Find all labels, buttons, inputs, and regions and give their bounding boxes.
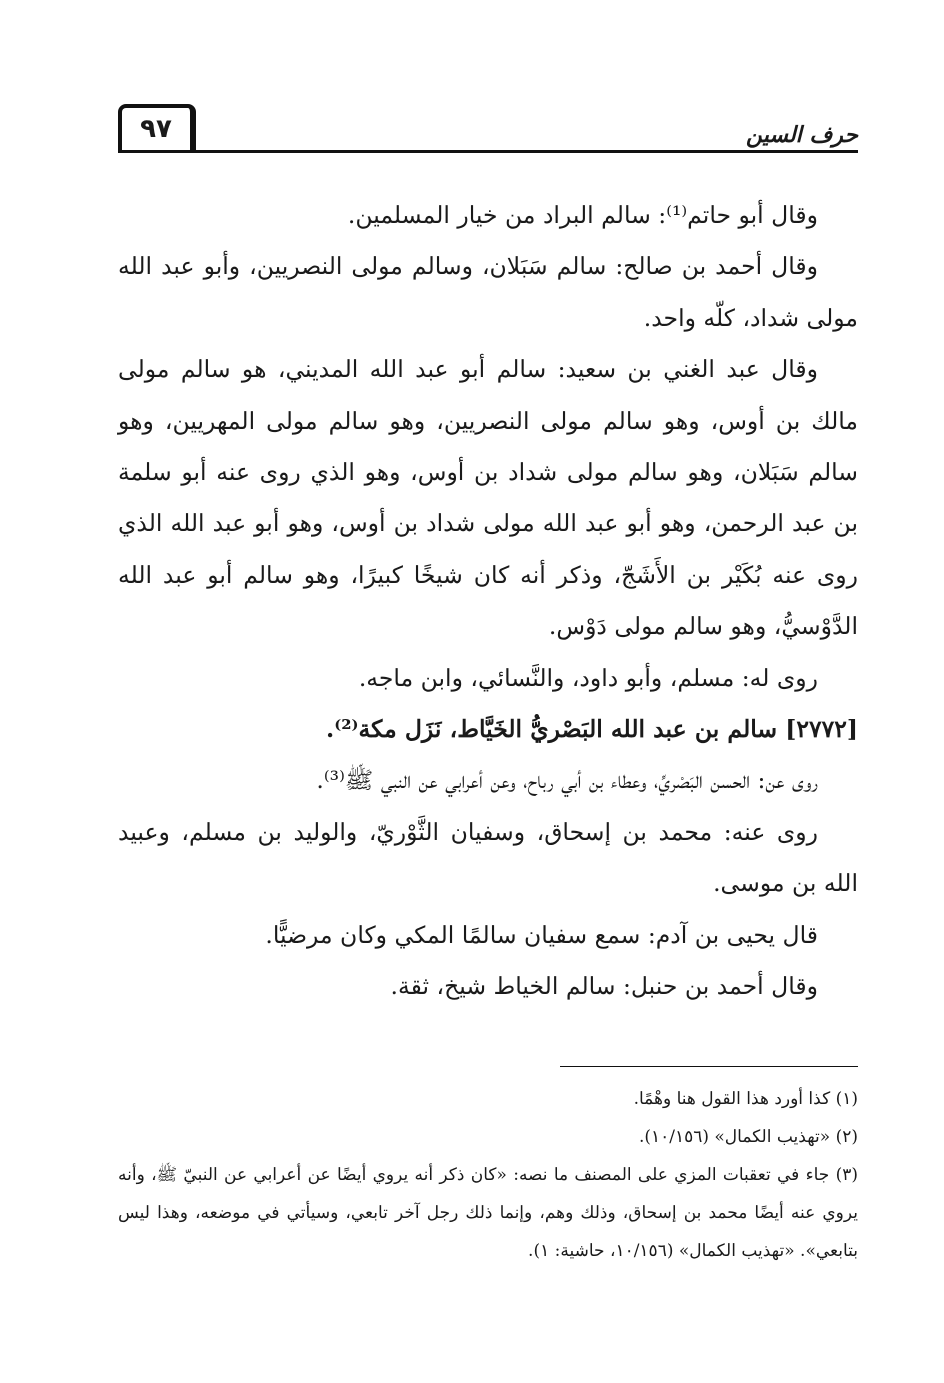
footnote-separator: [560, 1066, 858, 1067]
page-header: [118, 100, 858, 160]
main-text: [118, 190, 858, 1013]
paragraph-abu-hatim: وقال أبو حاتم⁽¹⁾: سالم البراد من خيار المسلمين.: [347, 201, 818, 229]
footnote-1: (١) كذا أورد هذا القول هنا وهْمًا.: [633, 1089, 858, 1109]
paragraph-narrators: روى عنه: محمد بن إسحاق، وسفيان الثَّوْريّ، والوليد بن مسلم، وعبيد الله بن موسى.: [118, 817, 858, 898]
paragraph-narrated-by: روى له: مسلم، وأبو داود، والنَّسائي، وابن ماجه.: [358, 663, 818, 692]
footnote-2: (٢) «تهذيب الكمال» (١٠/١٥٦).: [638, 1127, 858, 1147]
header-rule: [118, 150, 858, 153]
paragraph-narrated-from: روى عن: الحسن البَصْريِّ، وعطاء بن أبي رباح، وعن أعرابي عن النبي ﷺ⁽³⁾.: [316, 766, 818, 795]
paragraph-ahmad-bin-hanbal: وقال أحمد بن حنبل: سالم الخياط شيخ، ثقة.: [390, 972, 818, 1001]
entry-heading: [٢٧٧٢] سالم بن عبد الله البَصْريُّ الخَيَّاط، نَزَل مكة⁽²⁾.: [326, 715, 858, 744]
paragraph-yahya: قال يحيى بن آدم: سمع سفيان سالمًا المكي وكان مرضيًّا.: [265, 920, 818, 949]
page-number: ٩٧: [118, 104, 196, 150]
footnotes: [118, 1080, 858, 1270]
footnote-3: (٣) جاء في تعقبات المزي على المصنف ما نصه: «كان ذكر أنه يروي أيضًا عن أعرابي عن النبيّ ﷺ، وأنه يروي عنه أيضًا محمد بن إسحاق، وذلك وهم، وإنما ذلك رجل آخر تابعي، وسيأتي في موضعه، وهذا ليس بتابعي». «تهذيب الكمال» (١٠/١٥٦، حاشية: ١).: [118, 1165, 858, 1261]
paragraph-abd-al-ghani: وقال عبد الغني بن سعيد: سالم أبو عبد الله المديني، هو سالم مولى مالك بن أوس، وهو سالم مولى النصريين، وهو سالم مولى المهريين، وهو سالم سَبَلان، وهو سالم مولى شداد بن أوس، وهو الذي روى عنه أبو سلمة بن عبد الرحمن، وهو أبو عبد الله مولى شداد بن أوس، وهو أبو عبد الله الذي روى عنه بُكَيْر بن الأَشَجّ، وذكر أنه كان شيخًا كبيرًا، وهو سالم أبو عبد الله الدَّوْسيُّ، وهو سالم مولى دَوْس.: [118, 355, 858, 641]
chapter-title: حرف السين: [745, 122, 858, 148]
paragraph-ahmad-bin-salih: وقال أحمد بن صالح: سالم سَبَلان، وسالم مولى النصريين، وأبو عبد الله مولى شداد، كلّه واحد.: [118, 252, 858, 332]
